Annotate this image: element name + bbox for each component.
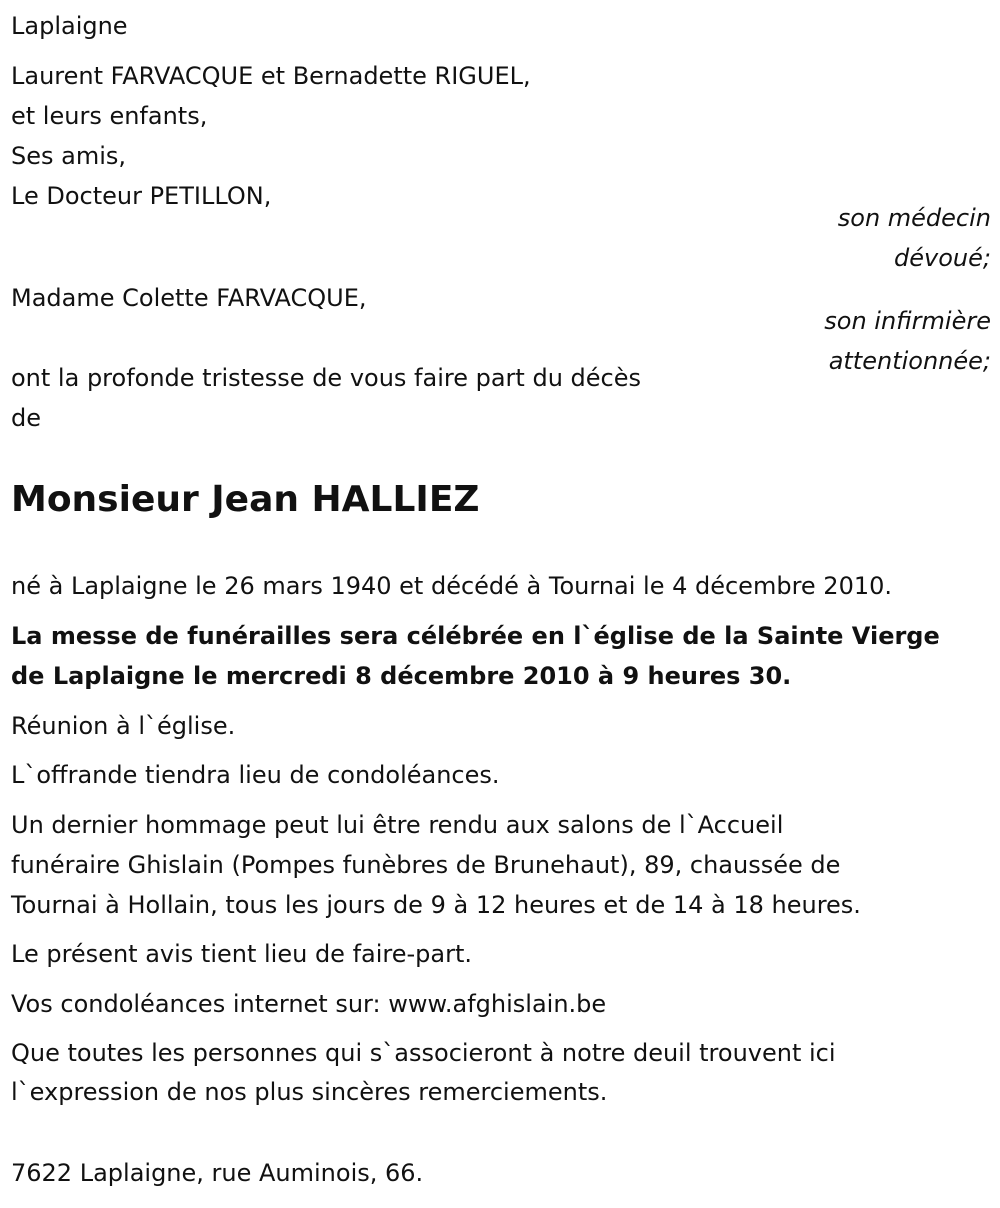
family-line: et leurs enfants, xyxy=(11,102,208,130)
tribute-line: funéraire Ghislain (Pompes funèbres de Brunehaut), 89, chaussée de xyxy=(11,851,841,879)
doctor-role: dévoué; xyxy=(894,244,991,272)
nurse-role: son infirmière xyxy=(824,307,991,335)
family-line: Laurent FARVACQUE et Bernadette RIGUEL, xyxy=(11,62,531,90)
address-text: 7622 Laplaigne, rue Auminois, 66. xyxy=(11,1159,424,1187)
deceased-name: Monsieur Jean HALLIEZ xyxy=(11,479,480,520)
announcement-line: de xyxy=(11,404,41,432)
announcement-line: ont la profonde tristesse de vous faire part du décès xyxy=(11,364,641,392)
nurse-name: Madame Colette FARVACQUE, xyxy=(11,284,367,312)
village-header: Laplaigne xyxy=(11,12,128,40)
doctor-role: son médecin xyxy=(837,204,991,232)
birth-death-dates: né à Laplaigne le 26 mars 1940 et décédé à Tournai le 4 décembre 2010. xyxy=(11,572,893,600)
thanks-line: l`expression de nos plus sincères remerciements. xyxy=(11,1078,608,1106)
nurse-role: attentionnée; xyxy=(828,347,991,375)
family-line: Le Docteur PETILLON, xyxy=(11,182,272,210)
reunion-text: Réunion à l`église. xyxy=(11,712,236,740)
condolences-text: Vos condoléances internet sur: www.afghislain.be xyxy=(11,990,607,1018)
mass-line: de Laplaigne le mercredi 8 décembre 2010 à 9 heures 30. xyxy=(11,662,792,690)
notice-text: Le présent avis tient lieu de faire-part. xyxy=(11,940,473,968)
thanks-line: Que toutes les personnes qui s`associeront à notre deuil trouvent ici xyxy=(11,1039,836,1067)
tribute-line: Tournai à Hollain, tous les jours de 9 à 12 heures et de 14 à 18 heures. xyxy=(11,891,861,919)
offering-text: L`offrande tiendra lieu de condoléances. xyxy=(11,761,500,789)
mass-line: La messe de funérailles sera célébrée en l`église de la Sainte Vierge xyxy=(11,622,940,650)
tribute-line: Un dernier hommage peut lui être rendu aux salons de l`Accueil xyxy=(11,811,784,839)
family-line: Ses amis, xyxy=(11,142,127,170)
